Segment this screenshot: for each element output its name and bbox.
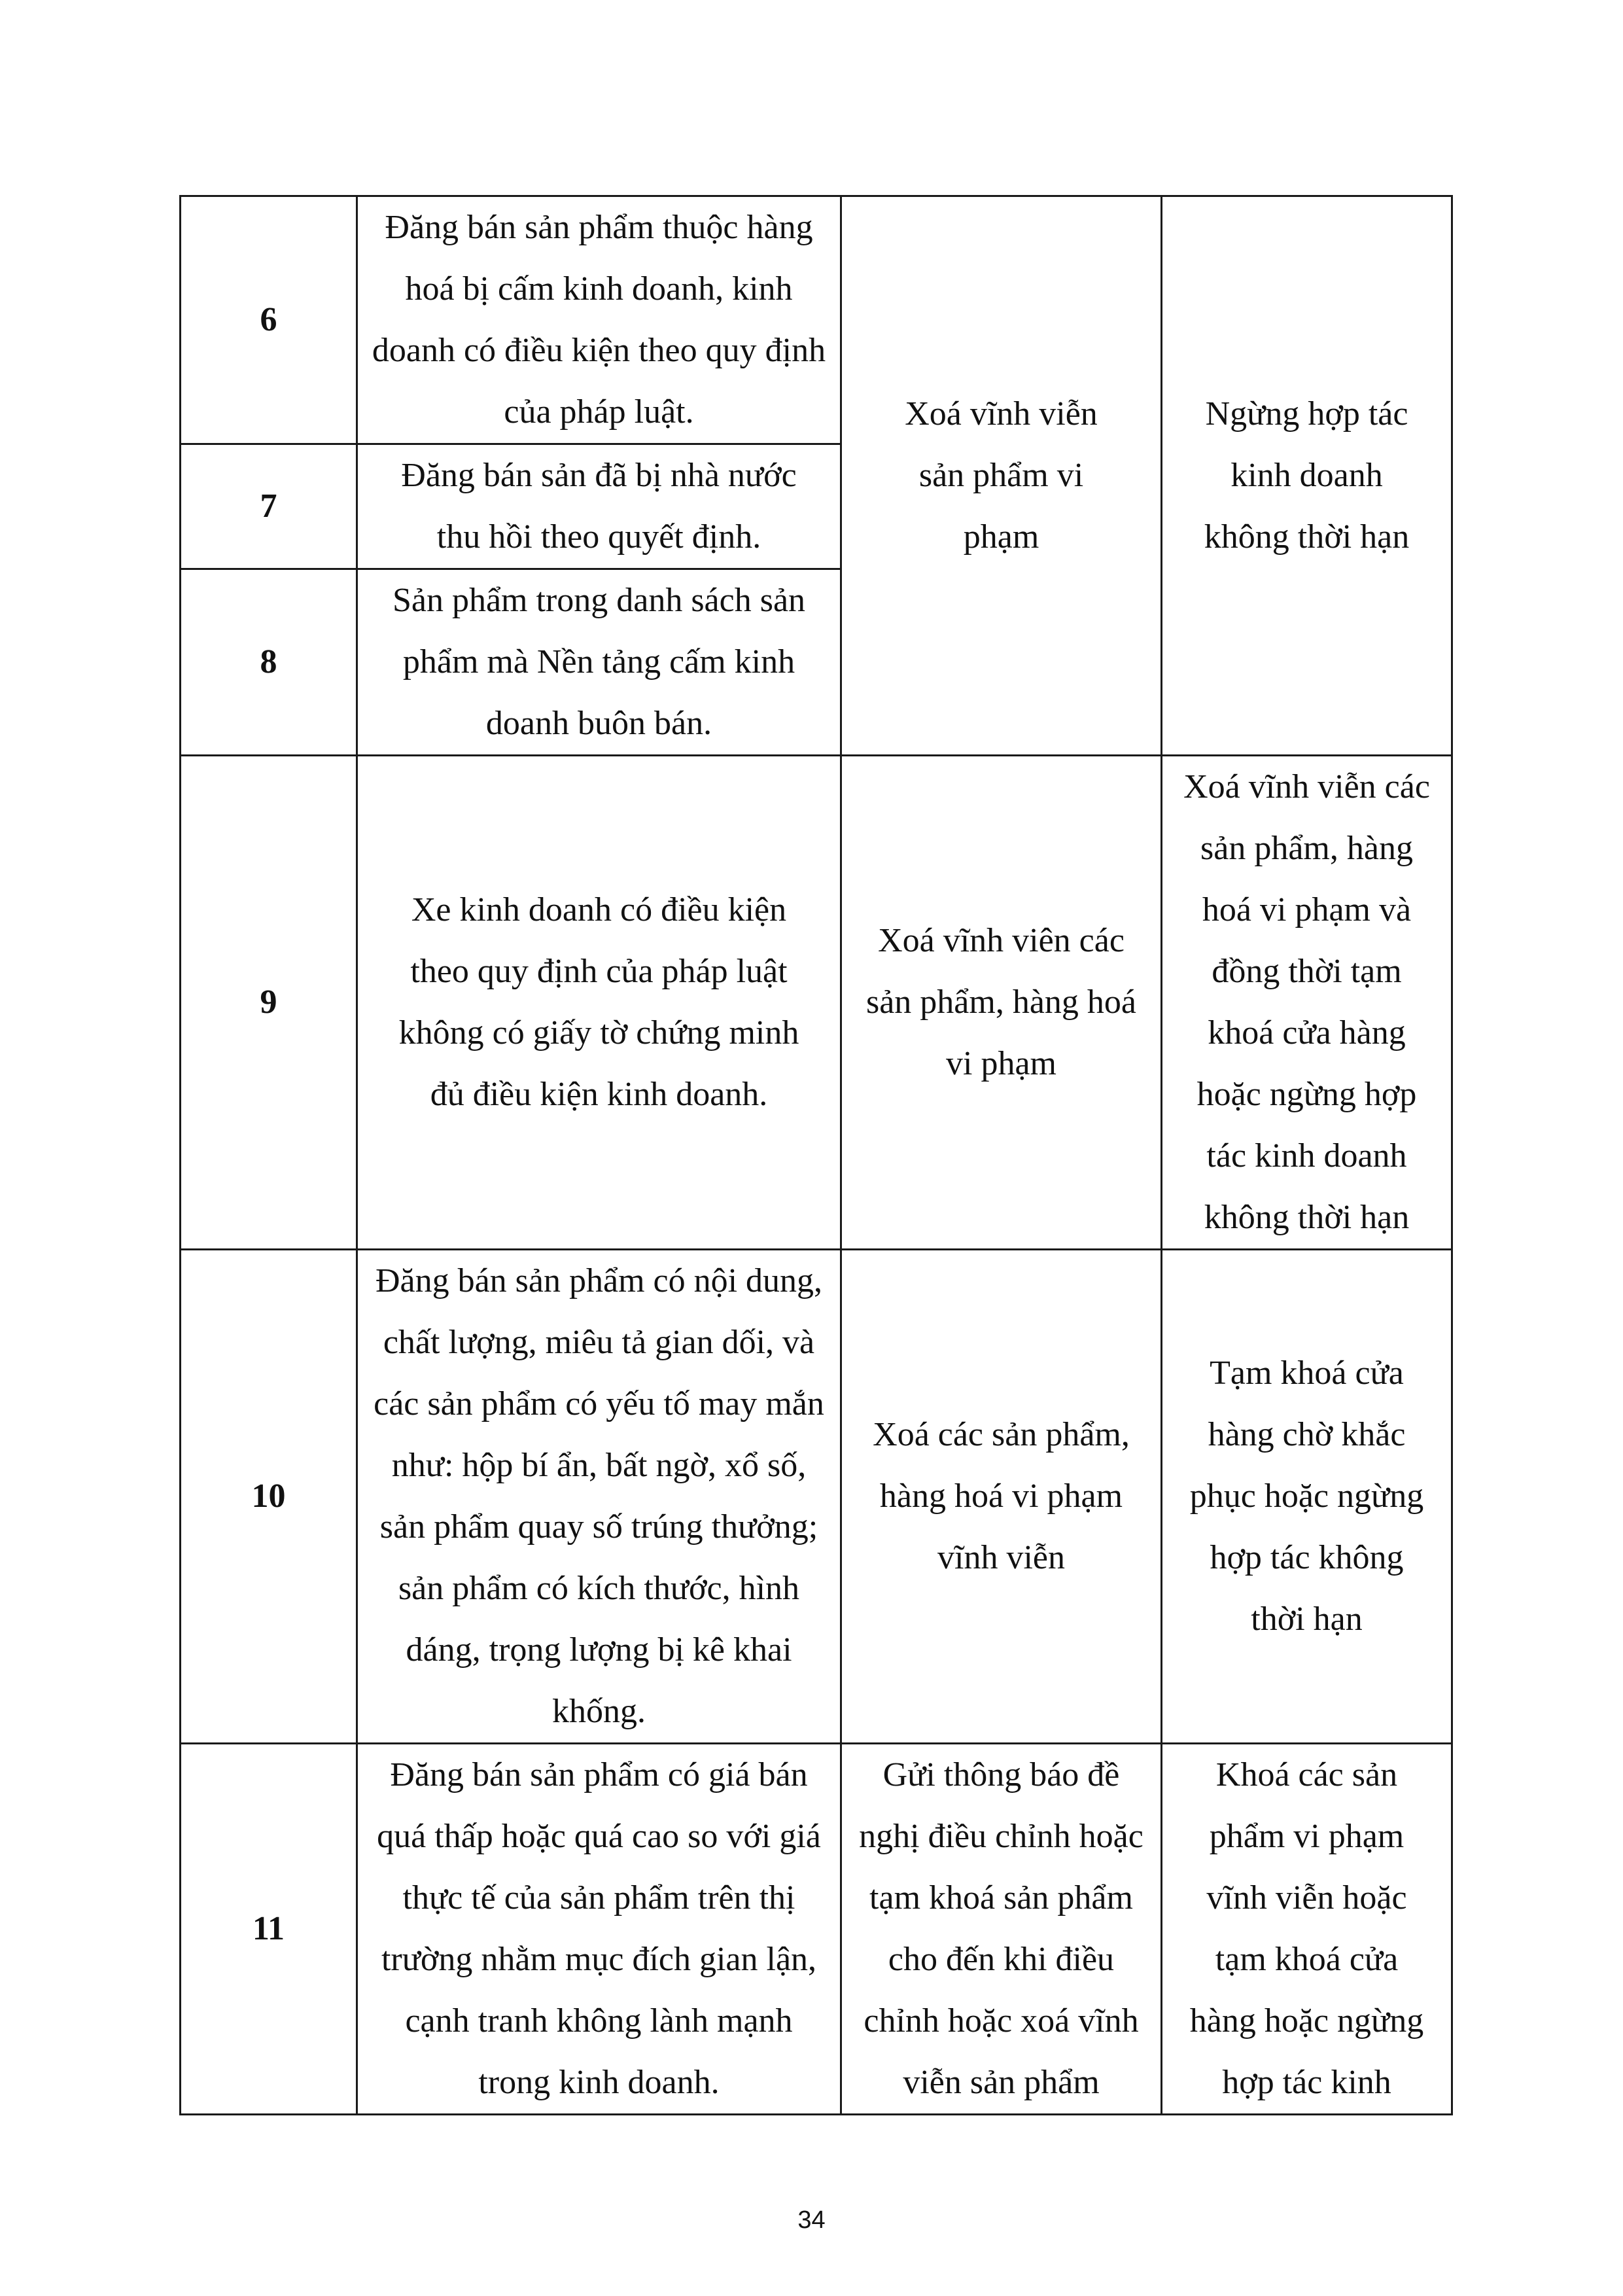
table-row [181,756,1452,1250]
shop-action-cell: Khoá các sản phẩm vi phạm vĩnh viễn hoặc tạm khoá cửa hàng hoặc ngừng hợp tác kinh [1162,1744,1452,2115]
violation-cell: Đăng bán sản phẩm có giá bán quá thấp hoặc quá cao so với giá thực tế của sản phẩm trên thị trường nhằm mục đích gian lận, cạnh tranh không lành mạnh trong kinh doanh. [357,1744,841,2115]
violation-penalty-table [179,195,1453,2115]
violation-cell: Đăng bán sản đã bị nhà nước thu hồi theo quyết định. [357,444,841,569]
row-number: 6 [181,196,357,444]
product-action-cell: Xoá vĩnh viên các sản phẩm, hàng hoá vi phạm [841,756,1162,1250]
product-action-cell: Xoá vĩnh viễn sản phẩm vi phạm [841,196,1162,756]
shop-action-cell: Tạm khoá cửa hàng chờ khắc phục hoặc ngừng hợp tác không thời hạn [1162,1250,1452,1744]
violation-cell: Đăng bán sản phẩm thuộc hàng hoá bị cấm kinh doanh, kinh doanh có điều kiện theo quy định của pháp luật. [357,196,841,444]
table-row [181,1250,1452,1744]
row-number: 8 [181,569,357,756]
shop-action-cell: Ngừng hợp tác kinh doanh không thời hạn [1162,196,1452,756]
table-row [181,196,1452,444]
table-row [181,1744,1452,2115]
shop-action-cell: Xoá vĩnh viễn các sản phẩm, hàng hoá vi phạm và đồng thời tạm khoá cửa hàng hoặc ngừng hợp tác kinh doanh không thời hạn [1162,756,1452,1250]
row-number: 10 [181,1250,357,1744]
product-action-cell: Gửi thông báo đề nghị điều chỉnh hoặc tạm khoá sản phẩm cho đến khi điều chỉnh hoặc xoá vĩnh viễn sản phẩm [841,1744,1162,2115]
violation-cell: Đăng bán sản phẩm có nội dung, chất lượng, miêu tả gian dối, và các sản phẩm có yếu tố may mắn như: hộp bí ẩn, bất ngờ, xổ số, sản phẩm quay số trúng thưởng; sản phẩm có kích thước, hình dáng, trọng lượng bị kê khai khống. [357,1250,841,1744]
violation-cell: Sản phẩm trong danh sách sản phẩm mà Nền tảng cấm kinh doanh buôn bán. [357,569,841,756]
row-number: 7 [181,444,357,569]
product-action-cell: Xoá các sản phẩm, hàng hoá vi phạm vĩnh viễn [841,1250,1162,1744]
row-number: 9 [181,756,357,1250]
violation-cell: Xe kinh doanh có điều kiện theo quy định của pháp luật không có giấy tờ chứng minh đủ điều kiện kinh doanh. [357,756,841,1250]
page-number: 34 [797,2206,826,2234]
row-number: 11 [181,1744,357,2115]
